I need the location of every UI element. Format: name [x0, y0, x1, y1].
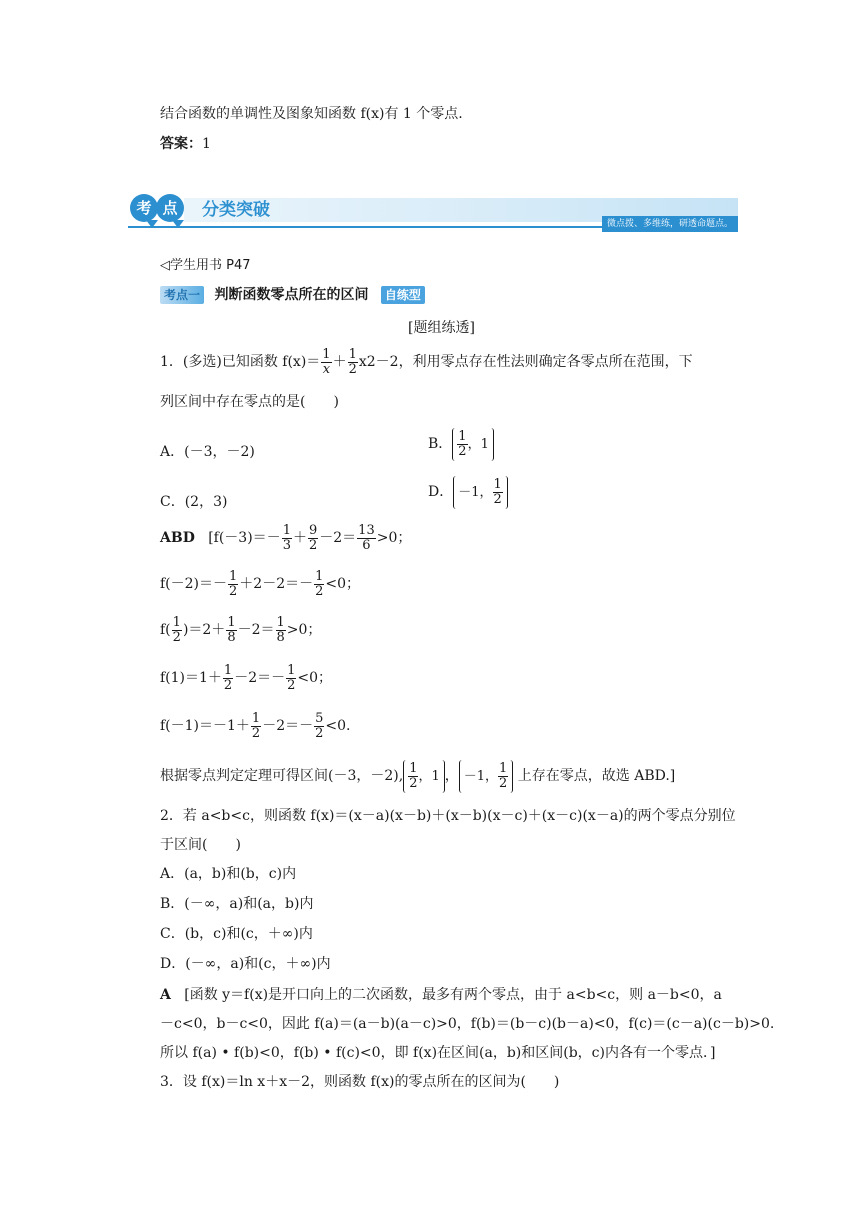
q2-explanation-1: [160, 985, 722, 1005]
q2-explanation-3: 所以 f(a) • f(b)<0，f(b) • f(c)<0，即 f(x)在区间(a，b)和区间(b，c)内各有一个零点．]: [160, 1045, 716, 1061]
q1-option-c: C．(2，3): [160, 494, 228, 510]
group-label: [题组练透]: [408, 320, 475, 336]
q2-option-c: C．(b，c)和(c，＋∞)内: [160, 926, 313, 942]
banner-slogan: 微点拨、多维练，研透命题点。: [602, 216, 738, 232]
q2-answer: A: [160, 987, 171, 1003]
q1-answer: ABD: [160, 530, 195, 546]
q1-s1-prefix: [f(－3)＝－: [208, 530, 281, 546]
q1-option-b: [428, 426, 494, 462]
section-banner: [128, 190, 738, 238]
banner-title: 分类突破: [202, 200, 270, 220]
q2-option-d: D．(－∞，a)和(c，＋∞)内: [160, 956, 331, 972]
q2-explanation-2: －c<0，b－c<0，因此 f(a)＝(a－b)(a－c)>0，f(b)＝(b－c)(b－a)<0，f(c)＝(c－a)(c－b)>0.: [160, 1016, 775, 1032]
q1-conclusion: 根据零点判定定理可得区间(－3，－2), $\frac{1}{2}$ ，1 ， －1， $\frac{1}{2}$ 上存在零点，故选 ABD.]: [160, 760, 676, 791]
q2-line1: 2．若 a<b<c，则函数 f(x)＝(x－a)(x－b)＋(x－b)(x－c)＋(x－c)(x－a)的两个零点分别位: [160, 808, 736, 824]
banner-badge-dian: 点: [156, 194, 184, 222]
q3-line1: 3．设 f(x)＝ln x＋x－2，则函数 f(x)的零点所在的区间为( ): [160, 1074, 560, 1090]
q2-option-b: B．(－∞，a)和(a，b)内: [160, 896, 314, 912]
q1-s5-prefix: f(－1)＝－1＋: [160, 718, 250, 734]
frac-1-over-x: $\frac{1}{x}$: [322, 346, 331, 377]
q1-prefix: 1．(多选)已知函数 f(x)＝: [160, 354, 321, 370]
conclusion-text: 结合函数的单调性及图象知函数 f(x)有 1 个零点.: [160, 106, 463, 122]
q1-s4-prefix: f(1)＝1＋: [160, 670, 222, 686]
q1-s3-prefix: f(: [160, 622, 171, 638]
q1-s2-prefix: f(－2)＝－: [160, 576, 228, 592]
frac-1-over-2: $\frac{1}{2}$: [348, 346, 357, 377]
banner-badge-kao: 考: [130, 194, 158, 222]
q1-solution-4: f(1)＝1＋ $\frac{1}{2}$ －2＝－ $\frac{1}{2}$ <0；: [160, 662, 333, 693]
q1-suffix: x2－2，利用零点存在性法则确定各零点所在范围，下: [358, 354, 693, 370]
q1-option-a: A．(－3，－2): [160, 444, 255, 460]
q1-option-b-label: B．: [428, 436, 453, 452]
q1-solution-1: ABD [f(－3)＝－ $\frac{1}{3}$ ＋ $\frac{9}{2}$ －2＝ $\frac{13}{6}$ >0；: [160, 522, 412, 553]
q1-line2: 列区间中存在零点的是( ): [160, 394, 339, 410]
book-ref: ◁学生用书 P47: [160, 258, 251, 273]
answer-label: 答案：: [160, 136, 202, 152]
topic-tag: 考点一: [160, 286, 204, 304]
topic-line: [160, 285, 425, 305]
q1-option-d: [428, 474, 508, 510]
q1-conclusion-suffix: 上存在零点，故选 ABD.]: [517, 768, 676, 784]
topic-title: 判断函数零点所在的区间: [214, 287, 369, 303]
q1-option-d-label: D．: [428, 484, 454, 500]
q1-solution-5: f(－1)＝－1＋ $\frac{1}{2}$ －2＝－ $\frac{5}{2}$ <0.: [160, 710, 351, 741]
interval-neg1-half: －1， $\frac{1}{2}$: [453, 476, 508, 509]
interval-half-one: $\frac{1}{2}$ ，1: [452, 428, 494, 461]
q1-conclusion-prefix: 根据零点判定定理可得区间(－3，－2),: [160, 768, 404, 784]
q2-exp1: [函数 y＝f(x)是开口向上的二次函数，最多有两个零点，由于 a<b<c，则 a－b<0，a: [184, 987, 722, 1003]
topic-type-tag: 自练型: [381, 286, 425, 304]
answer-value: 1: [202, 136, 211, 152]
q1-solution-3: f( $\frac{1}{2}$ )＝2＋ $\frac{1}{8}$ －2＝ $\frac{1}{8}$ >0；: [160, 614, 322, 645]
q1-line1: 1．(多选)已知函数 f(x)＝ $\frac{1}{x}$ ＋ $\frac{1}{2}$ x2－2，利用零点存在性法则确定各零点所在范围，下: [160, 346, 693, 377]
q2-option-a: A．(a，b)和(b，c)内: [160, 866, 297, 882]
q1-solution-2: f(－2)＝－ $\frac{1}{2}$ ＋2－2＝－ $\frac{1}{2}$ <0；: [160, 568, 361, 599]
q2-line2: 于区间( ): [160, 837, 241, 853]
answer-line: [160, 134, 211, 154]
